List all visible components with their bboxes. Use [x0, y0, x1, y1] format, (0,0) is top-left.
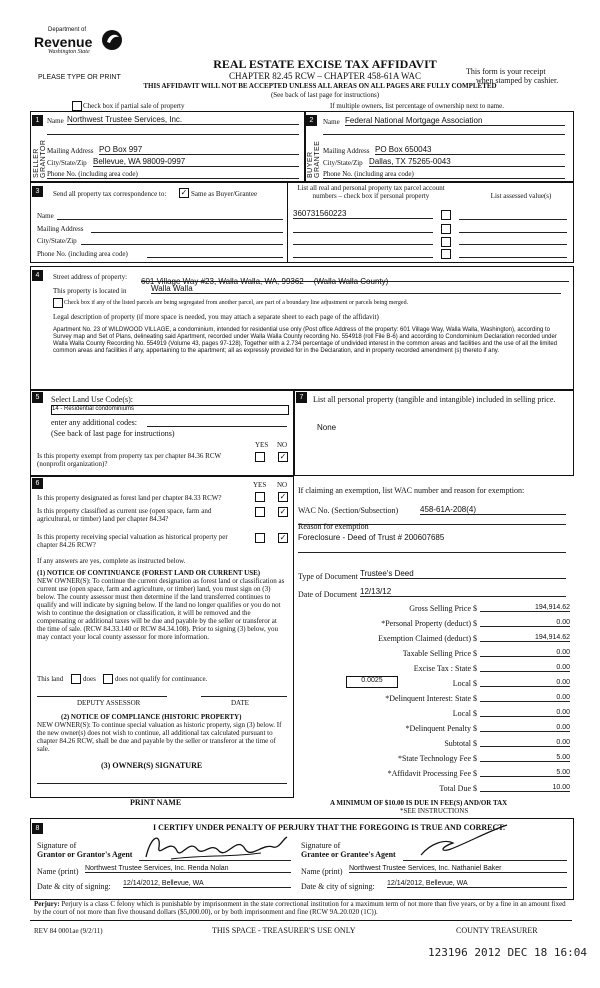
exemption-label: If claiming an exemption, list WAC number and reason for exemption: [298, 486, 525, 495]
please-type: PLEASE TYPE OR PRINT [38, 74, 121, 81]
reason-line [298, 552, 566, 553]
assessed-header: List assessed value(s) [490, 192, 552, 200]
assessed-line-2 [459, 232, 567, 233]
seller-city[interactable]: Bellevue, WA 98009-0997 [93, 157, 299, 167]
corr-city-line [81, 244, 283, 245]
tax-row-value[interactable]: 194,914.62 [480, 634, 570, 642]
perjury-text: Perjury is a class C felony which is punishable by imprisonment in the state correctional institution for a maximum term of not more than five years, or by a fine in an amount fixed by the court of not more than five thousand dollars ($5,000.00), or by both imprisonment and fine (RCW 9A.20.020 (1C)). [34, 900, 566, 916]
deputy-assessor-label: DEPUTY ASSESSOR [77, 699, 141, 707]
additional-codes-line [147, 426, 287, 427]
historic-yes-checkbox[interactable] [255, 533, 265, 543]
grantor-sig-label-2: Grantor or Grantor's Agent [37, 850, 133, 859]
section-4-number: 4 [32, 270, 43, 281]
treasurer-stamp: 123196 2012 DEC 18 16:04 [428, 946, 587, 959]
receipt-note-2: when stamped by cashier. [476, 76, 559, 85]
continuance-title: (1) NOTICE OF CONTINUANCE (FOREST LAND OR CURRENT USE) [37, 569, 261, 577]
grantor-sig-label-1: Signature of [37, 841, 77, 850]
owner-signature-label: (3) OWNER(S) SIGNATURE [101, 761, 203, 770]
current-use-yes-checkbox[interactable] [255, 507, 265, 517]
tax-row-label: Total Due $ [439, 784, 477, 793]
same-as-buyer-checkbox[interactable]: ✓ [180, 188, 188, 197]
parcel-header: List all real and personal property tax parcel account numbers – check box if personal property [297, 184, 445, 200]
section-buyer [304, 111, 574, 183]
tax-row-value[interactable]: 0.00 [480, 649, 570, 657]
form-warning: THIS AFFIDAVIT WILL NOT BE ACCEPTED UNLESS ALL AREAS ON ALL PAGES ARE FULLY COMPLETED [143, 82, 497, 90]
forest-no-checkbox[interactable]: ✓ [279, 492, 287, 501]
tax-row-value[interactable]: 194,914.62 [480, 604, 570, 612]
grantee-name-label: Name (print) [301, 867, 343, 876]
segregated-label: Check box if any of the listed parcels are being segregated from another parcel, are part of a boundary line adjustment or parcels being merged. [64, 300, 409, 306]
perjury-notice [34, 900, 570, 916]
grantee-date-label: Date & city of signing: [301, 882, 375, 891]
parcel-line-4 [293, 257, 433, 258]
forest-yes-checkbox[interactable] [255, 492, 265, 502]
buyer-name-label: Name [323, 118, 340, 126]
tax-row-value[interactable]: 0.00 [480, 664, 570, 672]
does-not-checkbox[interactable] [103, 674, 113, 684]
buyer-city[interactable]: Dallas, TX 75265-0043 [369, 157, 565, 167]
tax-row-label: *Affidavit Processing Fee $ [387, 769, 477, 778]
tax-row-label: Local $ [452, 709, 477, 718]
assessed-line-4 [459, 257, 567, 258]
personal-property-label: List all personal property (tangible and intangible) included in selling price. [313, 395, 556, 404]
assessed-line-1 [459, 219, 567, 220]
buyer-name[interactable]: Federal National Mortgage Association [345, 116, 565, 126]
exempt-yes-checkbox[interactable] [255, 452, 265, 462]
seller-name-line-2 [47, 134, 299, 135]
form-subtitle: CHAPTER 82.45 RCW – CHAPTER 458-61A WAC [229, 71, 421, 81]
historic-no-checkbox[interactable]: ✓ [279, 533, 287, 542]
buyer-city-label: City/State/Zip [323, 159, 363, 167]
additional-codes-label: enter any additional codes: [51, 418, 137, 427]
street-county: (Walla Walla County) [313, 277, 389, 286]
grantor-name[interactable]: Northwest Trustee Services, Inc. Renda Nolan [85, 865, 291, 873]
street-line [141, 271, 569, 286]
deputy-line [37, 696, 167, 697]
if-yes-note: If any answers are yes, complete as instructed below. [37, 557, 186, 565]
parcel-divider [287, 182, 288, 262]
buyer-mailing-label: Mailing Address [323, 147, 370, 155]
county-treasurer: COUNTY TREASURER [456, 926, 538, 935]
corr-name-line [57, 219, 283, 220]
grantee-sig-label-2: Grantee or Grantee's Agent [301, 850, 396, 859]
receipt-note-1: This form is your receipt [466, 67, 546, 76]
header [0, 0, 600, 110]
tax-table [294, 604, 572, 814]
parcel-3-checkbox[interactable] [441, 237, 451, 247]
current-use-no-checkbox[interactable]: ✓ [279, 507, 287, 516]
section-land-use [30, 390, 294, 476]
doc-date[interactable]: 12/13/12 [360, 587, 566, 597]
street-label: Street address of property: [53, 273, 128, 281]
tax-row-label: Excise Tax : State $ [413, 664, 477, 673]
tax-row-label: Local $ [452, 679, 477, 688]
tax-row-label: Subtotal $ [444, 739, 477, 748]
tax-row-value[interactable]: 0.00 [480, 679, 570, 687]
partial-sale-label: Check box if partial sale of property [83, 102, 185, 110]
grantor-name-label: Name (print) [37, 867, 79, 876]
current-use-question: Is this property classified as current use (open space, farm and agricultural, or timber) land per chapter 84.34? [37, 507, 212, 523]
section-correspondence [30, 181, 574, 263]
section-1-number: 1 [32, 115, 43, 126]
grantee-name[interactable]: Northwest Trustee Services, Inc. Nathaniel Baker [349, 865, 567, 873]
corr-mailing-line [91, 232, 283, 233]
see-back: (See back of last page for instructions) [270, 91, 380, 99]
certify-statement: I CERTIFY UNDER PENALTY OF PERJURY THAT THE FOREGOING IS TRUE AND CORRECT. [152, 823, 505, 832]
land-use-no: NO [277, 441, 288, 449]
legal-description[interactable]: Apartment No. 23 of WILDWOOD VILLAGE, a condominium, intended for residential use only (Post office Address of the property: 601 Village Way, Walla Walla, Washington), according to Survey map and Set of Plans, delineating said Apartment, recorded under Walla Walla County recording No. 554918 (roll File B-6) and according to Condominium Declaration recorded under Walla Walla County Recording No. 554919 (Volume 43, pages 97-128), Together with a 2.734 percentage of undivided interest in the common areas and facilities and the use of all the limited common areas and facilities if any, appertaining to the apartment; all as expressly provided for in the Declaration, and in property recorded amendment (s) thereto if any. [53, 327, 558, 354]
local-rate-box[interactable]: 0.0025 [346, 676, 398, 688]
seller-city-label: City/State/Zip [47, 159, 87, 167]
seller-name[interactable]: Northwest Trustee Services, Inc. [67, 115, 299, 125]
compliance-title: (2) NOTICE OF COMPLIANCE (HISTORIC PROPERTY) [61, 713, 242, 721]
date-line [201, 696, 287, 697]
buyer-phone-label: Phone No. (including area code) [323, 170, 565, 179]
deputy-date-label: DATE [231, 699, 249, 707]
grantor-date[interactable]: 12/14/2012, Bellevue, WA [123, 880, 291, 888]
seller-name-label: Name [47, 117, 64, 125]
corr-phone-line [147, 257, 283, 258]
doc-type-label: Type of Document [298, 572, 358, 581]
tax-row-value[interactable]: 0.00 [480, 709, 570, 717]
parcel-1-checkbox[interactable] [441, 210, 451, 220]
section-personal-property [294, 390, 574, 476]
seller-phone-label: Phone No. (including area code) [47, 170, 299, 179]
perjury-bold: Perjury: [34, 900, 60, 908]
grantee-date[interactable]: 12/14/2012, Bellevue, WA [387, 880, 567, 888]
designation-yes: YES [253, 481, 267, 489]
does-checkbox[interactable] [71, 674, 81, 684]
grantor-date-label: Date & city of signing: [37, 882, 111, 891]
exempt-no-checkbox[interactable]: ✓ [279, 452, 287, 461]
grantee-signature-icon [411, 823, 511, 859]
section-seller [30, 111, 306, 183]
logo-state: Washington State [48, 49, 90, 55]
doc-type[interactable]: Trustee's Deed [360, 569, 566, 579]
located-county[interactable]: Walla Walla [151, 284, 561, 294]
minimum-due-note: A MINIMUM OF $10.00 IS DUE IN FEE(S) AND/OR TAX [330, 799, 508, 807]
doc-date-label: Date of Document [298, 590, 358, 599]
tax-row-value[interactable]: 0.00 [480, 739, 570, 747]
tax-row-value[interactable]: 10.00 [480, 784, 570, 792]
buyer-mailing[interactable]: PO Box 650043 [375, 145, 565, 155]
tax-row-label: Taxable Selling Price $ [402, 649, 477, 658]
revenue-logo [34, 26, 128, 66]
exempt-question: Is this property exempt from property tax per chapter 84.36 RCW (nonprofit organization)? [37, 452, 221, 468]
segregated-checkbox[interactable] [53, 298, 63, 308]
compliance-text: NEW OWNER(S): To continue special valuation as historic property, sign (3) below. If the new owner(s) does not wish to continue, all additional tax calculated pursuant to chapter 84.26 RCW, shall be due and payable by the seller or transferor at the time of sale. [37, 721, 282, 753]
tax-row-value[interactable]: 0.00 [480, 619, 570, 627]
seller-mailing[interactable]: PO Box 997 [99, 145, 299, 155]
tax-row-value[interactable]: 0.00 [480, 694, 570, 702]
tax-row-label: *State Technology Fee $ [397, 754, 477, 763]
parcel-4-checkbox[interactable] [441, 249, 451, 259]
owner-signature-line[interactable] [37, 783, 287, 784]
parcel-line-2 [293, 232, 433, 233]
grantor-signature-icon [141, 829, 291, 863]
section-6-number: 6 [32, 478, 43, 489]
tax-row-value[interactable]: 5.00 [480, 769, 570, 777]
grantee-signature-line[interactable] [403, 859, 567, 861]
section-7-number: 7 [296, 392, 307, 403]
tax-row-label: Gross Selling Price $ [409, 604, 477, 613]
parcel-line-3 [293, 244, 433, 245]
corr-city-label: City/State/Zip [37, 237, 77, 245]
section-5-number: 5 [32, 392, 43, 403]
street-address[interactable]: 601 Village Way #23, Walla Walla, WA, 99362 [141, 277, 304, 286]
exemption-area [294, 476, 572, 576]
wac-number[interactable]: 458-61A-208(4) [420, 505, 566, 515]
tax-row-label: Exemption Claimed (deduct) $ [378, 634, 477, 643]
does-label: does [83, 675, 96, 683]
logo-revenue: Revenue [34, 34, 93, 50]
tax-row-label: *Personal Property (deduct) $ [381, 619, 477, 628]
form-number: REV 84 0001ae (9/2/11) [34, 927, 103, 935]
see-instructions: *SEE INSTRUCTIONS [400, 807, 469, 815]
parcel-number-1[interactable]: 360731560223 [293, 209, 433, 219]
designation-no: NO [277, 481, 288, 489]
footer-rule [30, 920, 572, 921]
land-use-code[interactable]: 14 - Residential condominiums [51, 405, 289, 415]
this-land-label: This land [37, 675, 64, 683]
section-certification [30, 818, 574, 900]
land-use-see-back: (See back of last page for instructions) [51, 429, 175, 438]
forest-question: Is this property designated as forest land per chapter 84.33 RCW? [37, 494, 222, 502]
section-2-number: 2 [306, 115, 317, 126]
grantee-sig-label-1: Signature of [301, 841, 341, 850]
historic-question: Is this property receiving special valuation as historical property per chapter 84.26 RCW? [37, 533, 228, 549]
logo-dept: Department of [48, 27, 87, 33]
land-use-yes: YES [255, 441, 269, 449]
seller-mailing-label: Mailing Address [47, 147, 94, 155]
buyer-name-line-2 [323, 134, 565, 135]
exemption-reason[interactable]: Foreclosure - Deed of Trust # 200607685 [298, 533, 445, 542]
revenue-logo-icon [100, 28, 124, 52]
seller-side-label: SELLER GRANTOR [33, 139, 47, 178]
wac-label: WAC No. (Section/Subsection) [298, 506, 399, 515]
continuance-text: NEW OWNER(S): To continue the current designation as forest land or classification as current use (open space, farm and agriculture, or timber) land, you must sign on (3) below. The county assessor must then determine if the land transferred continues to qualify and will indicate by signing below. If the land no longer qualifies or you do not wish to continue the designation or classification, it will be removed and the compensating or additional taxes will be due and payable by the seller or transferor at the time of sale. (RCW 84.33.140 or RCW 84.34.108). Prior to signing (3) below, you may contact your local county assessor for more information. [37, 577, 285, 641]
section-designation [30, 476, 294, 798]
personal-property-value[interactable]: None [317, 423, 337, 432]
section-property [30, 266, 574, 390]
tax-row-label: *Delinquent Penalty $ [405, 724, 477, 733]
parcel-2-checkbox[interactable] [441, 224, 451, 234]
corr-name-label: Name [37, 212, 54, 220]
section-8-number: 8 [32, 823, 43, 834]
multiple-owners-note: If multiple owners, list percentage of ownership next to name. [330, 102, 504, 110]
corr-phone-label: Phone No. (including area code) [37, 250, 128, 258]
print-name-label: PRINT NAME [130, 798, 182, 807]
tax-row-value[interactable]: 5.00 [480, 754, 570, 762]
tax-row-value[interactable]: 0.00 [480, 724, 570, 732]
same-as-buyer-label: Same as Buyer/Grantee [191, 190, 258, 198]
legal-label: Legal description of property (if more space is needed, you may attach a separate sheet to each page of the affidavit) [53, 313, 379, 321]
treasurer-space: THIS SPACE - TREASURER'S USE ONLY [212, 926, 356, 935]
corr-mailing-label: Mailing Address [37, 225, 84, 233]
located-label: This property is located in [53, 287, 127, 295]
does-not-label: does not qualify for continuance. [115, 675, 208, 683]
section-3-number: 3 [32, 186, 43, 197]
form-title: REAL ESTATE EXCISE TAX AFFIDAVIT [213, 57, 437, 71]
assessed-line-3 [459, 244, 567, 245]
send-correspondence-label: Send all property tax correspondence to: [53, 190, 167, 198]
tax-row-label: *Delinquent Interest: State $ [385, 694, 477, 703]
land-use-label: Select Land Use Code(s): [51, 395, 133, 404]
buyer-side-label: BUYER GRANTEE [307, 140, 321, 178]
partial-sale-checkbox[interactable] [72, 101, 82, 111]
reason-label: Reason for exemption [298, 522, 369, 531]
